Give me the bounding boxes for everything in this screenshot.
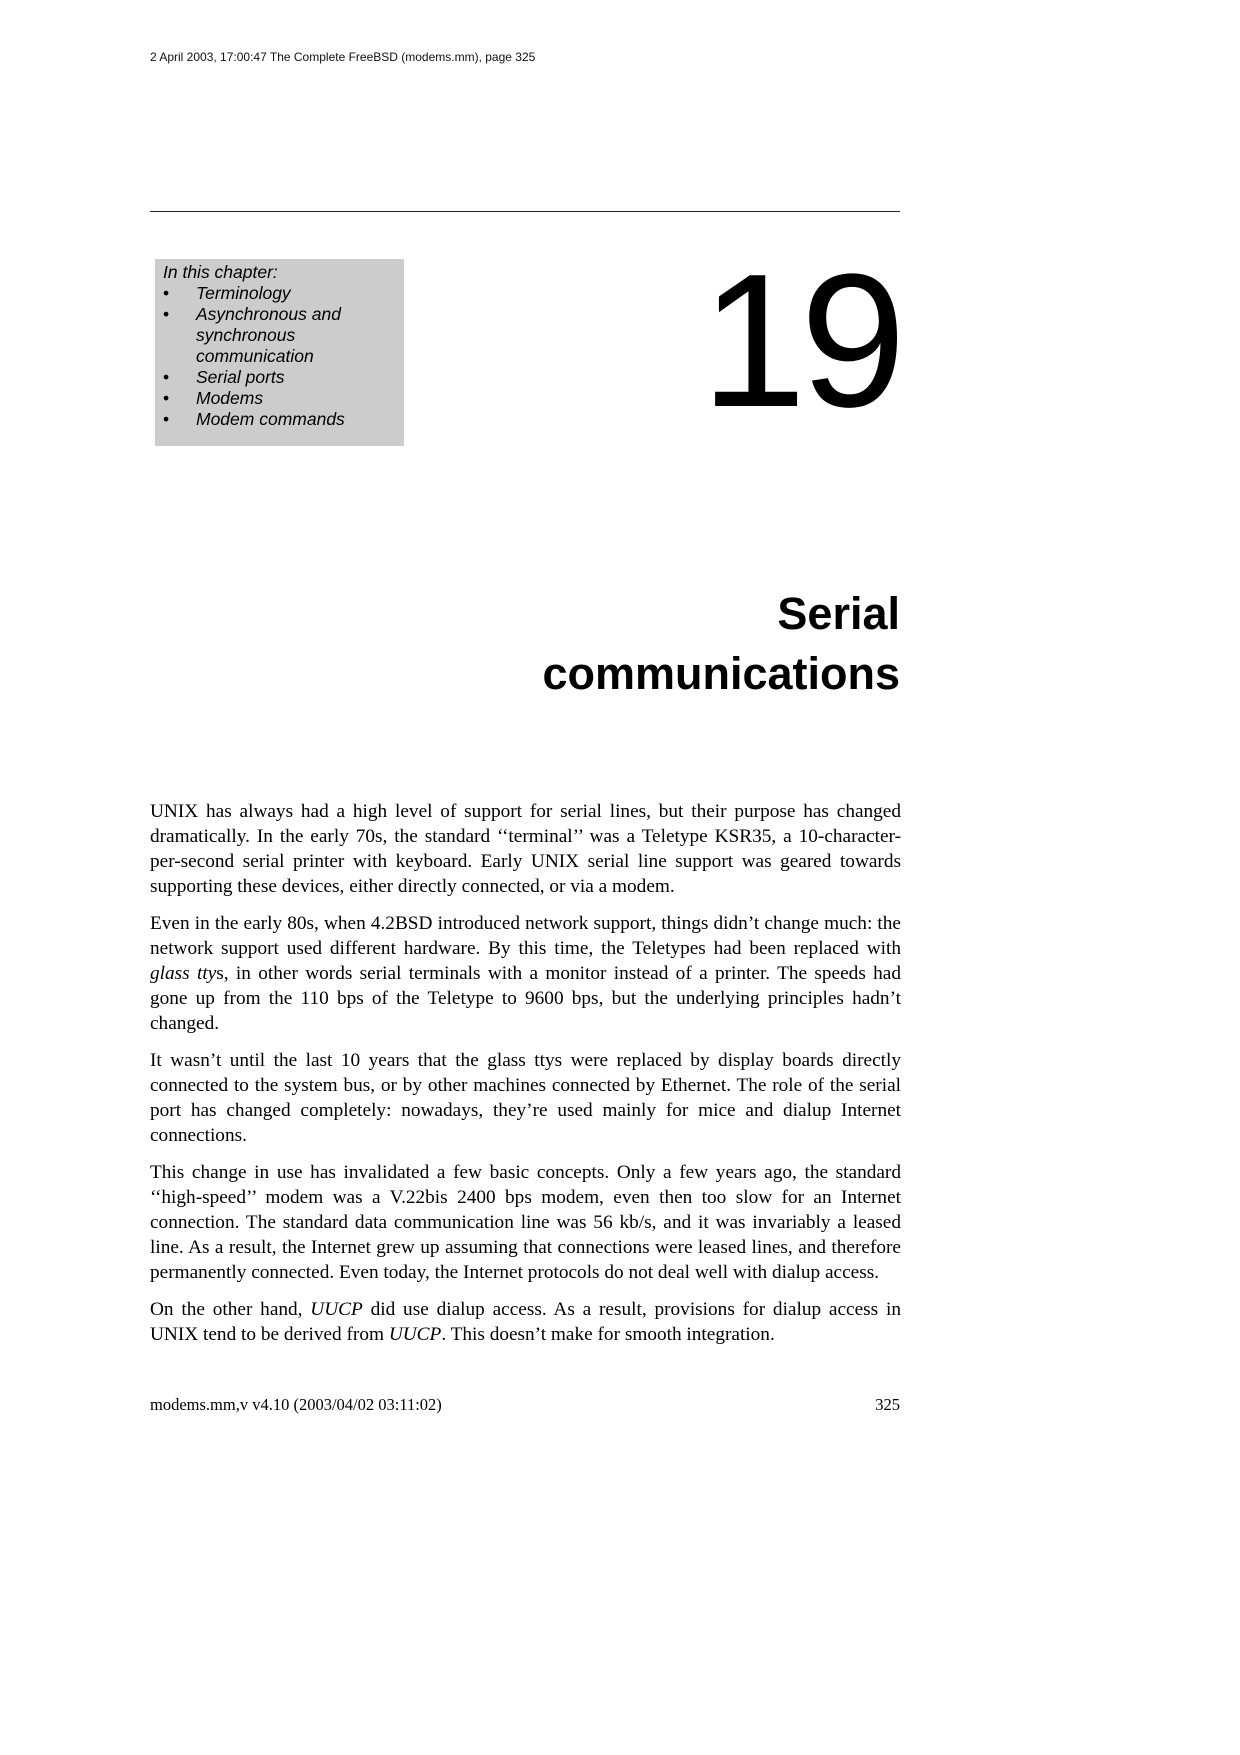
footer-revision: modems.mm,v v4.10 (2003/04/02 03:11:02) xyxy=(150,1395,442,1414)
paragraph-text: s, in other words serial terminals with a monitor instead of a printer. The speeds had gone up from the 110 bps of the Teletype to 9600 bps, but the underlying principles hadn’t changed. xyxy=(150,963,901,1034)
chapter-number: 19 xyxy=(700,235,900,447)
chapter-body xyxy=(150,799,901,1359)
chapter-contents-item-label: Terminology xyxy=(196,283,291,303)
chapter-divider-rule xyxy=(150,211,900,212)
paragraph-text: . This doesn’t make for smooth integration. xyxy=(441,1324,775,1345)
chapter-contents-list xyxy=(163,283,404,430)
bullet-icon: • xyxy=(163,367,170,387)
chapter-contents-item xyxy=(163,283,404,304)
bullet-icon: • xyxy=(163,388,170,408)
italic-term: glass tty xyxy=(150,963,217,984)
paragraph-text: UNIX has always had a high level of support for serial lines, but their purpose has changed dramatically. In the early 70s, the standard ‘‘terminal’’ was a Teletype KSR35, a 10-character-per-second serial printer with keyboard. Early UNIX serial line support was geared towards supporting these devices, either directly connected, or via a modem. xyxy=(150,801,901,897)
chapter-contents-item-label: Modem commands xyxy=(196,409,345,429)
page-number: 325 xyxy=(875,1395,900,1414)
paragraph-text: did use dialup access. As a result, provisions for dialup access in UNIX tend to be derived from xyxy=(150,1299,901,1345)
paragraph-text: This change in use has invalidated a few basic concepts. Only a few years ago, the standard ‘‘high-speed’’ modem was a V.22bis 2400 bps modem, even then too slow for an Internet connection. The standard data communication line was 56 kb/s, and it was invariably a leased line. As a result, the Internet grew up assuming that connections were leased lines, and therefore permanently connected. Even today, the Internet protocols do not deal well with dialup access. xyxy=(150,1162,901,1283)
chapter-contents-item-label: Modems xyxy=(196,388,264,408)
body-paragraph xyxy=(150,799,901,899)
chapter-contents-item-label: Serial ports xyxy=(196,367,285,387)
paragraph-text: Even in the early 80s, when 4.2BSD introduced network support, things didn’t change much: the network support used different hardware. By this time, the Teletypes had been replaced with xyxy=(150,913,901,959)
chapter-title-line: Serial xyxy=(777,588,900,639)
chapter-contents-item-label: Asynchronous and synchronous communication xyxy=(196,304,341,366)
chapter-contents-item xyxy=(163,304,404,367)
running-header: 2 April 2003, 17:00:47 The Complete FreeBSD (modems.mm), page 325 xyxy=(150,50,536,64)
paragraph-text: On the other hand, xyxy=(150,1299,311,1320)
body-paragraph xyxy=(150,1160,901,1285)
chapter-contents-box xyxy=(155,259,404,446)
bullet-icon: • xyxy=(163,304,170,324)
italic-term: UUCP xyxy=(310,1299,363,1320)
bullet-icon: • xyxy=(163,283,170,303)
chapter-contents-item xyxy=(163,409,404,430)
body-paragraph xyxy=(150,911,901,1036)
italic-term: UUCP xyxy=(388,1324,442,1345)
chapter-contents-item xyxy=(163,367,404,388)
chapter-title xyxy=(340,584,900,704)
chapter-contents-item xyxy=(163,388,404,409)
chapter-title-line: communications xyxy=(542,648,900,699)
body-paragraph xyxy=(150,1048,901,1148)
body-paragraph xyxy=(150,1297,901,1347)
paragraph-text: It wasn’t until the last 10 years that the glass ttys were replaced by display boards directly connected to the system bus, or by other machines connected by Ethernet. The role of the serial port has changed completely: nowadays, they’re used mainly for mice and dialup Internet connections. xyxy=(150,1050,901,1146)
bullet-icon: • xyxy=(163,409,170,429)
chapter-contents-heading: In this chapter: xyxy=(163,262,278,282)
